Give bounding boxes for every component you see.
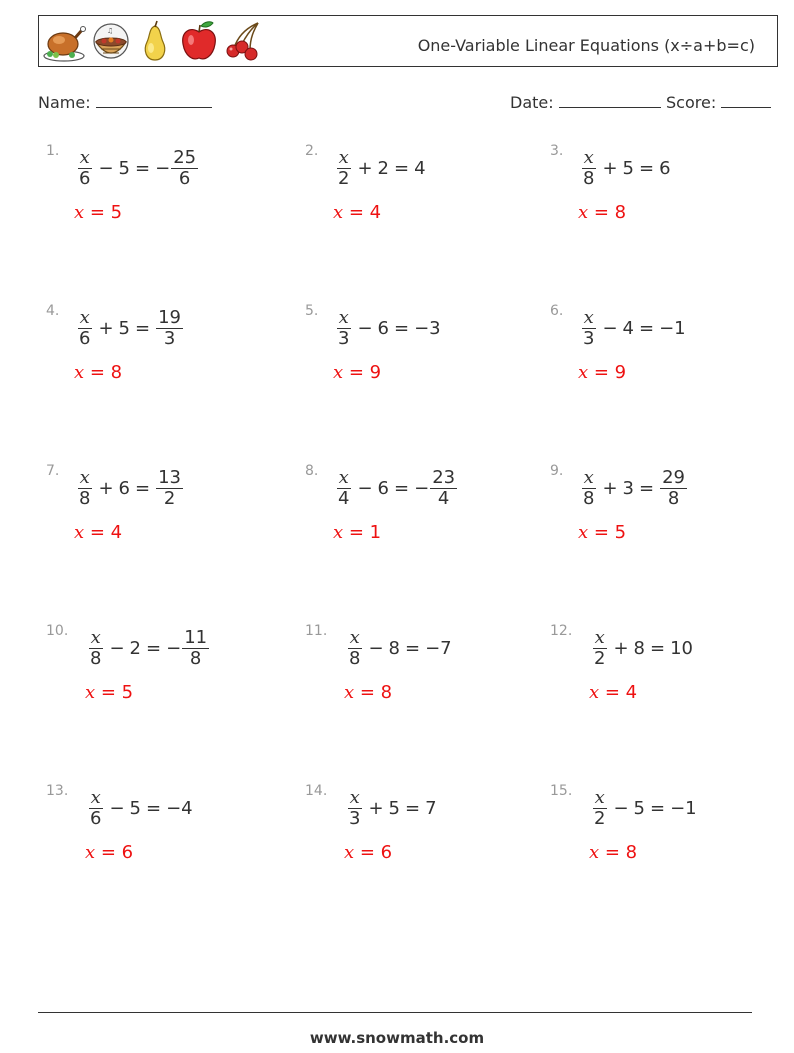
operator: −	[98, 157, 114, 179]
operator: −	[109, 637, 125, 659]
variable-fraction	[347, 788, 362, 829]
variable-fraction	[581, 148, 596, 189]
equals-sign: =	[135, 477, 151, 499]
constant: 5	[622, 157, 634, 179]
cherries-icon	[220, 18, 266, 64]
equals-sign: =	[650, 797, 666, 819]
variable-fraction	[336, 148, 351, 189]
score-field[interactable]	[666, 93, 771, 112]
operator: −	[357, 477, 373, 499]
variable-fraction-denominator: 2	[594, 647, 606, 669]
score-blank[interactable]	[721, 93, 771, 108]
result-fraction-denominator: 4	[437, 487, 450, 509]
variable-fraction	[347, 628, 362, 669]
variable-fraction	[77, 308, 92, 349]
equation	[87, 785, 193, 831]
negative-sign: −	[155, 157, 171, 179]
answer	[74, 202, 122, 223]
constant: 5	[633, 797, 645, 819]
equals-sign: =	[405, 637, 421, 659]
answer-variable: x	[74, 362, 85, 383]
answer-value: = 8	[84, 362, 123, 383]
result-fraction	[430, 468, 457, 509]
answer-value: = 1	[343, 522, 382, 543]
variable-fraction-numerator: x	[349, 786, 360, 808]
variable-fraction-numerator: x	[338, 146, 349, 168]
problem	[305, 785, 535, 875]
equals-sign: =	[405, 797, 421, 819]
variable-fraction	[88, 788, 103, 829]
operator: −	[613, 797, 629, 819]
equals-sign: =	[146, 797, 162, 819]
equation	[76, 145, 199, 191]
variable-fraction-denominator: 2	[338, 167, 350, 189]
variable-fraction-numerator: x	[583, 466, 594, 488]
result-fraction-denominator: 6	[178, 167, 191, 189]
name-field[interactable]	[38, 93, 212, 112]
equation	[591, 625, 693, 671]
footer-divider	[38, 1012, 752, 1013]
variable-fraction-numerator: x	[79, 146, 90, 168]
constant: 8	[633, 637, 645, 659]
operator: −	[368, 637, 384, 659]
result-fraction-numerator: 25	[173, 146, 197, 168]
answer	[74, 522, 122, 543]
equation	[76, 465, 184, 511]
result-fraction-denominator: 3	[163, 327, 176, 349]
answer-variable: x	[333, 362, 344, 383]
problem	[550, 465, 780, 555]
constant: 8	[388, 637, 400, 659]
date-blank[interactable]	[559, 93, 661, 108]
variable-fraction	[581, 468, 596, 509]
problem-number: 14.	[305, 783, 328, 799]
answer-variable: x	[85, 682, 96, 703]
result: −1	[659, 317, 686, 339]
negative-sign: −	[166, 637, 182, 659]
answer-variable: x	[74, 522, 85, 543]
answer-value: = 4	[599, 682, 638, 703]
equals-sign: =	[135, 157, 151, 179]
answer-variable: x	[578, 202, 589, 223]
operator: +	[613, 637, 629, 659]
variable-fraction-numerator: x	[583, 146, 594, 168]
answer	[578, 522, 626, 543]
constant: 6	[377, 317, 389, 339]
variable-fraction-denominator: 3	[338, 327, 350, 349]
result-fraction	[660, 468, 687, 509]
constant: 5	[118, 317, 130, 339]
problem	[305, 465, 535, 555]
equals-sign: =	[394, 157, 410, 179]
equation	[335, 465, 458, 511]
variable-fraction	[336, 308, 351, 349]
result-fraction-numerator: 19	[158, 306, 181, 328]
answer-variable: x	[74, 202, 85, 223]
equation	[87, 625, 210, 671]
answer-value: = 9	[343, 362, 382, 383]
answer	[333, 522, 381, 543]
operator: +	[98, 477, 114, 499]
answer	[344, 842, 392, 863]
result-fraction-numerator: 23	[432, 466, 456, 488]
problem	[46, 465, 276, 555]
constant: 2	[129, 637, 141, 659]
answer-variable: x	[589, 842, 600, 863]
variable-fraction	[77, 468, 92, 509]
result-fraction-numerator: 13	[158, 466, 181, 488]
answer-value: = 9	[588, 362, 627, 383]
variable-fraction-denominator: 8	[79, 487, 91, 509]
variable-fraction-numerator: x	[79, 466, 90, 488]
equation	[346, 785, 437, 831]
problem-number: 1.	[46, 143, 60, 159]
answer	[344, 682, 392, 703]
answer-value: = 8	[588, 202, 627, 223]
constant: 2	[377, 157, 389, 179]
answer-variable: x	[578, 522, 589, 543]
constant: 3	[622, 477, 634, 499]
result: 6	[659, 157, 671, 179]
equals-sign: =	[639, 157, 655, 179]
problem-number: 5.	[305, 303, 319, 319]
answer-value: = 4	[343, 202, 382, 223]
apple-icon	[176, 18, 222, 64]
answer-value: = 8	[354, 682, 393, 703]
problem-number: 6.	[550, 303, 564, 319]
svg-text:♫: ♫	[107, 27, 114, 35]
problem-number: 10.	[46, 623, 69, 639]
equation	[580, 145, 671, 191]
answer	[333, 362, 381, 383]
date-label: Date:	[510, 93, 554, 112]
constant: 5	[118, 157, 130, 179]
equation	[580, 465, 688, 511]
answer-value: = 5	[84, 202, 123, 223]
result: 7	[425, 797, 437, 819]
problem-number: 3.	[550, 143, 564, 159]
variable-fraction-denominator: 8	[349, 647, 361, 669]
problem-number: 7.	[46, 463, 60, 479]
worksheet-title: One-Variable Linear Equations (x÷a+b=c)	[417, 36, 755, 55]
answer-variable: x	[344, 842, 355, 863]
result-fraction	[171, 148, 198, 189]
equation	[580, 305, 686, 351]
variable-fraction-denominator: 2	[594, 807, 606, 829]
variable-fraction-numerator: x	[79, 306, 90, 328]
result: −3	[414, 317, 441, 339]
date-field[interactable]	[510, 93, 661, 112]
variable-fraction-denominator: 6	[79, 327, 91, 349]
equation	[346, 625, 452, 671]
basket-icon	[88, 18, 134, 64]
equals-sign: =	[639, 317, 655, 339]
result-fraction-denominator: 8	[667, 487, 680, 509]
operator: −	[602, 317, 618, 339]
negative-sign: −	[414, 477, 430, 499]
problem	[550, 785, 780, 875]
answer-variable: x	[333, 202, 344, 223]
constant: 6	[377, 477, 389, 499]
constant: 6	[118, 477, 130, 499]
result-fraction-numerator: 11	[184, 626, 208, 648]
problem-number: 11.	[305, 623, 328, 639]
problem-number: 15.	[550, 783, 573, 799]
footer-url: www.snowmath.com	[309, 1029, 485, 1047]
equals-sign: =	[146, 637, 162, 659]
problem	[46, 785, 276, 875]
variable-fraction-numerator: x	[338, 306, 349, 328]
answer-value: = 5	[588, 522, 627, 543]
result-fraction	[182, 628, 209, 669]
variable-fraction-denominator: 8	[90, 647, 102, 669]
variable-fraction	[581, 308, 596, 349]
problem-number: 12.	[550, 623, 573, 639]
answer-variable: x	[333, 522, 344, 543]
result: −7	[425, 637, 452, 659]
constant: 4	[622, 317, 634, 339]
variable-fraction	[336, 468, 351, 509]
problem	[550, 145, 780, 235]
operator: +	[98, 317, 114, 339]
operator: +	[368, 797, 384, 819]
problem	[305, 145, 535, 235]
variable-fraction-denominator: 4	[338, 487, 350, 509]
variable-fraction-denominator: 6	[90, 807, 102, 829]
variable-fraction	[592, 788, 607, 829]
answer-variable: x	[344, 682, 355, 703]
equation	[591, 785, 697, 831]
problem	[305, 625, 535, 715]
variable-fraction-numerator: x	[583, 306, 594, 328]
equals-sign: =	[394, 317, 410, 339]
variable-fraction-denominator: 8	[583, 487, 595, 509]
operator: −	[357, 317, 373, 339]
problem-number: 9.	[550, 463, 564, 479]
pear-icon	[132, 18, 178, 64]
problem-number: 13.	[46, 783, 69, 799]
variable-fraction	[77, 148, 92, 189]
variable-fraction-numerator: x	[594, 626, 605, 648]
variable-fraction-numerator: x	[90, 786, 101, 808]
answer-variable: x	[589, 682, 600, 703]
answer-value: = 6	[95, 842, 134, 863]
answer	[85, 682, 133, 703]
result-fraction-denominator: 2	[163, 487, 176, 509]
operator: −	[109, 797, 125, 819]
result-fraction-denominator: 8	[189, 647, 202, 669]
answer	[578, 202, 626, 223]
answer-value: = 5	[95, 682, 134, 703]
problem-number: 2.	[305, 143, 319, 159]
variable-fraction-denominator: 6	[79, 167, 91, 189]
problem	[46, 145, 276, 235]
variable-fraction	[88, 628, 103, 669]
variable-fraction-denominator: 3	[583, 327, 595, 349]
variable-fraction-numerator: x	[349, 626, 360, 648]
problem-number: 8.	[305, 463, 319, 479]
problem	[305, 305, 535, 395]
worksheet-header	[38, 15, 778, 67]
variable-fraction	[592, 628, 607, 669]
answer-value: = 4	[84, 522, 123, 543]
constant: 5	[388, 797, 400, 819]
problem-number: 4.	[46, 303, 60, 319]
answer-value: = 6	[354, 842, 393, 863]
result: −1	[670, 797, 697, 819]
answer	[589, 842, 637, 863]
answer	[85, 842, 133, 863]
equals-sign: =	[394, 477, 410, 499]
answer	[589, 682, 637, 703]
score-label: Score:	[666, 93, 717, 112]
result-fraction	[156, 468, 183, 509]
constant: 5	[129, 797, 141, 819]
name-blank[interactable]	[96, 93, 212, 108]
equation	[335, 145, 426, 191]
problem	[550, 305, 780, 395]
answer	[74, 362, 122, 383]
answer-variable: x	[85, 842, 96, 863]
operator: +	[602, 157, 618, 179]
equation	[335, 305, 441, 351]
result: −4	[166, 797, 193, 819]
problem	[46, 625, 276, 715]
problem	[550, 625, 780, 715]
operator: +	[602, 477, 618, 499]
variable-fraction-denominator: 8	[583, 167, 595, 189]
name-label: Name:	[38, 93, 91, 112]
equation	[76, 305, 184, 351]
variable-fraction-denominator: 3	[349, 807, 361, 829]
answer-variable: x	[578, 362, 589, 383]
equals-sign: =	[639, 477, 655, 499]
operator: +	[357, 157, 373, 179]
result-fraction-numerator: 29	[662, 466, 685, 488]
answer	[333, 202, 381, 223]
answer-value: = 8	[599, 842, 638, 863]
variable-fraction-numerator: x	[338, 466, 349, 488]
variable-fraction-numerator: x	[594, 786, 605, 808]
answer	[578, 362, 626, 383]
result: 4	[414, 157, 426, 179]
result-fraction	[156, 308, 183, 349]
equals-sign: =	[135, 317, 151, 339]
result: 10	[670, 637, 693, 659]
variable-fraction-numerator: x	[90, 626, 101, 648]
roast-turkey-icon	[41, 18, 87, 64]
equals-sign: =	[650, 637, 666, 659]
problem	[46, 305, 276, 395]
